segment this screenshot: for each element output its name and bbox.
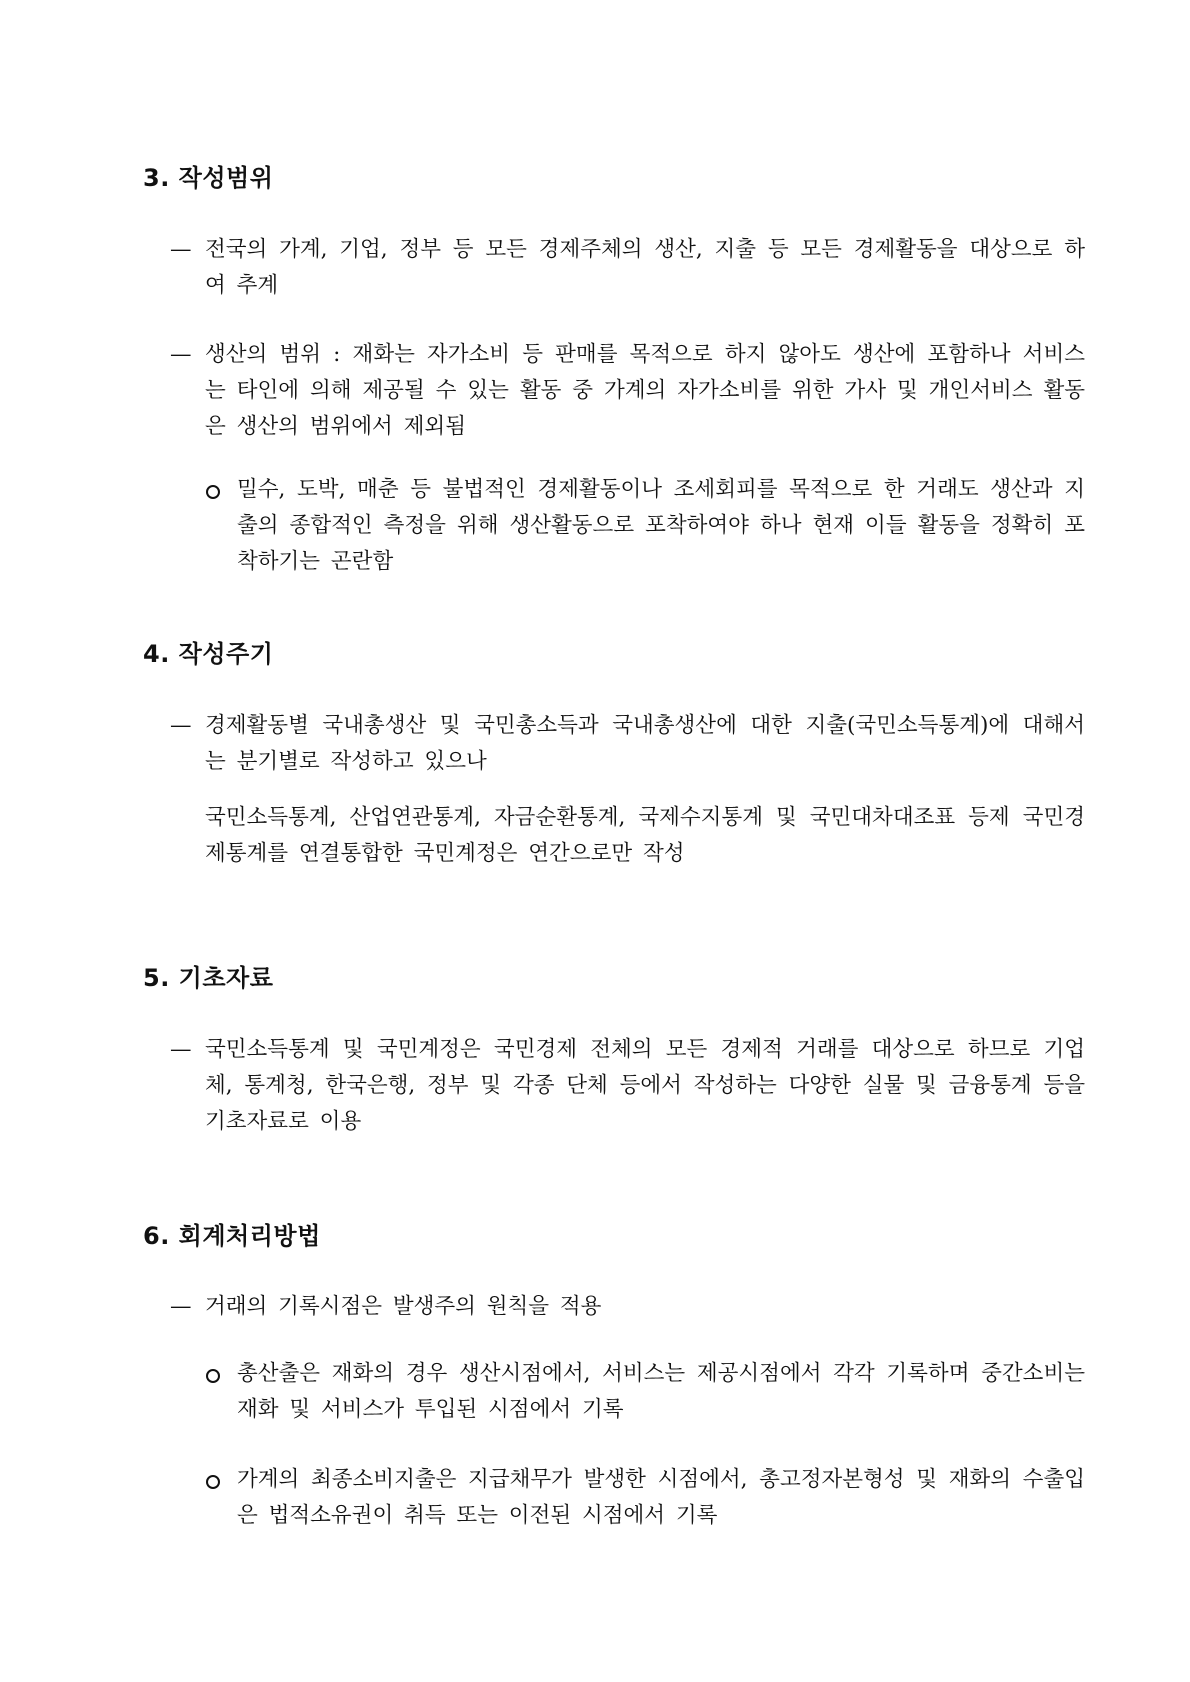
dash-bullet: — [170, 1294, 192, 1319]
circle-bullet-icon [206, 485, 220, 499]
circle-bullet-icon [206, 1475, 220, 1489]
paragraph-consumption-recording: 가계의 최종소비지출은 지급채무가 발생한 시점에서, 총고정자본형성 및 재화의 수출입은 법적소유권이 취득 또는 이전된 시점에서 기록 [237, 1467, 1085, 1528]
paragraph-scope-coverage: 전국의 가계, 기업, 정부 등 모든 경제주체의 생산, 지출 등 모든 경제활동을 대상으로 하여 추계 [205, 237, 1085, 298]
paragraph-annual-compilation: 국민소득통계, 산업연관통계, 자금순환통계, 국제수지통계 및 국민대차대조표 등제 국민경제통계를 연결통합한 국민계정은 연간으로만 작성 [205, 805, 1085, 866]
section-heading-accounting-method: 6. 회계처리방법 [143, 1222, 321, 1250]
section-heading-scope: 3. 작성범위 [143, 164, 274, 192]
paragraph-accrual-principle: 거래의 기록시점은 발생주의 원칙을 적용 [205, 1294, 602, 1319]
circle-bullet-icon [206, 1369, 220, 1383]
paragraph-production-boundary: 생산의 범위 : 재화는 자가소비 등 판매를 목적으로 하지 않아도 생산에 포함하나 서비스는 타인에 의해 제공될 수 있는 활동 중 가계의 자가소비를 위한 가사 및 개인서비스 활동은 생산의 범위에서 제외됨 [205, 342, 1085, 439]
paragraph-source-data: 국민소득통계 및 국민계정은 국민경제 전체의 모든 경제적 거래를 대상으로 하므로 기업체, 통계청, 한국은행, 정부 및 각종 단체 등에서 작성하는 다양한 실물 및 금융통계 등을 기초자료로 이용 [205, 1037, 1085, 1134]
paragraph-output-recording: 총산출은 재화의 경우 생산시점에서, 서비스는 제공시점에서 각각 기록하며 중간소비는 재화 및 서비스가 투입된 시점에서 기록 [237, 1361, 1085, 1422]
dash-bullet: — [170, 1037, 192, 1062]
dash-bullet: — [170, 713, 192, 738]
paragraph-illegal-activities: 밀수, 도박, 매춘 등 불법적인 경제활동이나 조세회피를 목적으로 한 거래도 생산과 지출의 종합적인 측정을 위해 생산활동으로 포착하여야 하나 현재 이들 활동을 정확히 포착하기는 곤란함 [237, 477, 1085, 574]
dash-bullet: — [170, 342, 192, 367]
section-heading-frequency: 4. 작성주기 [143, 640, 274, 668]
paragraph-quarterly-compilation: 경제활동별 국내총생산 및 국민총소득과 국내총생산에 대한 지출(국민소득통계)에 대해서는 분기별로 작성하고 있으나 [205, 713, 1085, 774]
section-heading-source-data: 5. 기초자료 [143, 964, 274, 992]
dash-bullet: — [170, 237, 192, 262]
